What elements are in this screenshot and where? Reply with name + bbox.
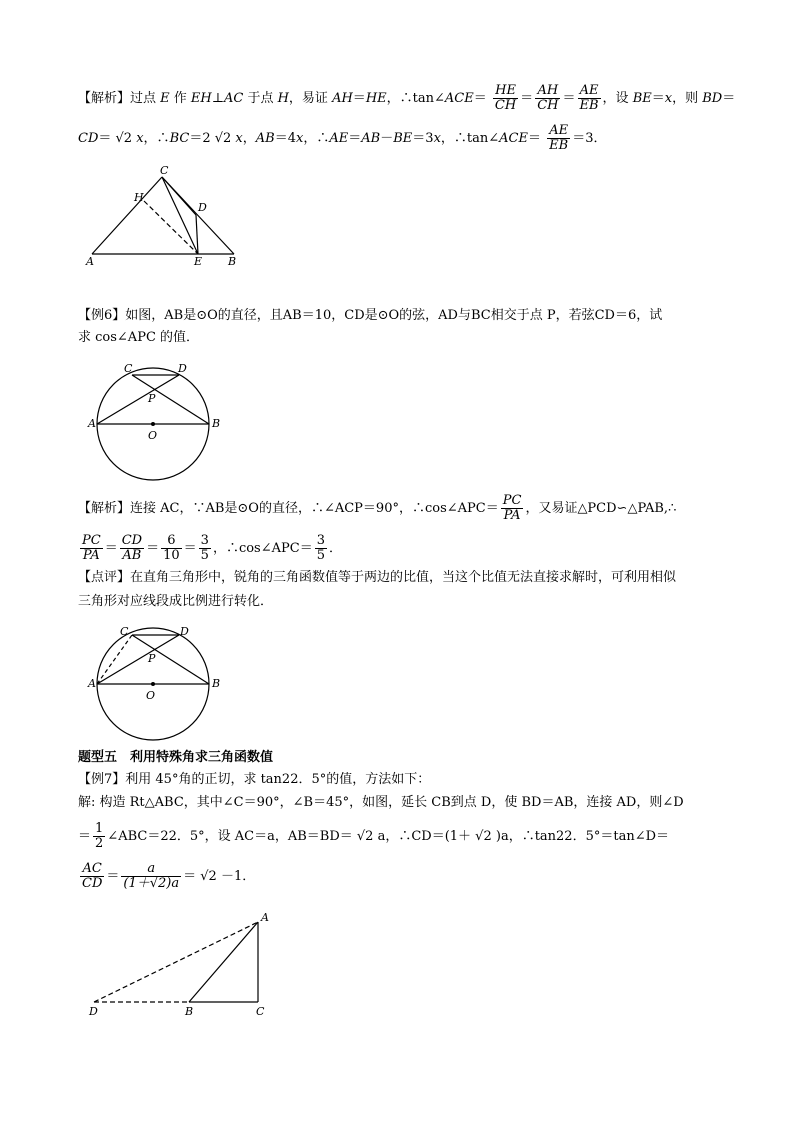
text: ＝ bbox=[104, 541, 118, 556]
text: 于点 bbox=[243, 91, 278, 106]
text: ＝ bbox=[473, 91, 487, 106]
label-b: B bbox=[212, 677, 221, 690]
segment-ad bbox=[97, 635, 179, 684]
text: ， bbox=[242, 131, 256, 146]
denominator: EB bbox=[579, 98, 599, 113]
text: ACE bbox=[499, 131, 528, 146]
text: ＝ √2 －1． bbox=[183, 869, 256, 884]
text: BC bbox=[169, 131, 190, 146]
text: H bbox=[277, 91, 289, 106]
numerator: AH bbox=[535, 84, 560, 99]
label-d: D bbox=[180, 625, 189, 638]
fraction-pc-pa bbox=[501, 494, 524, 523]
text: ＝ bbox=[352, 91, 366, 106]
fraction-a-expr bbox=[121, 862, 181, 891]
label-d: D bbox=[89, 1005, 98, 1018]
numerator: AC bbox=[80, 862, 104, 877]
figure-right-triangle bbox=[86, 908, 276, 1020]
denominator: 2 bbox=[95, 836, 104, 851]
text: ＝2 √2 bbox=[189, 131, 236, 146]
denominator: EB bbox=[549, 138, 569, 153]
numerator: CD bbox=[121, 533, 143, 548]
label-p: P bbox=[148, 392, 156, 405]
fraction-ah-ch bbox=[535, 84, 560, 113]
segment-ad bbox=[97, 375, 179, 424]
text: ＝ bbox=[722, 91, 736, 106]
figure-triangle-ace bbox=[80, 165, 250, 270]
denominator: (1＋√2)a bbox=[123, 876, 180, 891]
numerator: 3 bbox=[200, 533, 209, 548]
ex6-line2: 求 cos∠APC 的值． bbox=[78, 330, 200, 345]
label-b: B bbox=[228, 255, 237, 268]
text: ∠ABC＝22．5°，设 AC＝a，AB＝BD＝ √2 a，∴CD＝(1＋ √2 )a，∴tan22．5°＝tan∠D＝ bbox=[107, 829, 670, 844]
text: AB bbox=[255, 131, 275, 146]
text: ＝ bbox=[527, 131, 541, 146]
text: ． bbox=[329, 541, 343, 556]
segment-de bbox=[196, 215, 198, 254]
label-c: C bbox=[120, 625, 129, 638]
label-c: C bbox=[124, 362, 133, 375]
ex7-line4 bbox=[78, 862, 255, 891]
text: ，∴tan∠ bbox=[386, 91, 445, 106]
label-o: O bbox=[148, 429, 158, 442]
text: ＝3 bbox=[412, 131, 434, 146]
text: ，∴ bbox=[303, 131, 330, 146]
segment-cb bbox=[132, 375, 209, 424]
ex6-solution-line1 bbox=[78, 494, 676, 523]
label-o: O bbox=[146, 689, 156, 702]
text: 【解析】过点 bbox=[78, 91, 161, 106]
segment-cd bbox=[162, 177, 196, 215]
text: ＝ bbox=[106, 869, 120, 884]
text: ＝ bbox=[348, 131, 362, 146]
text: BD bbox=[702, 91, 723, 106]
figure-circle-1 bbox=[88, 360, 223, 478]
text: E bbox=[160, 91, 170, 106]
numerator: 1 bbox=[95, 821, 104, 836]
fraction-ae-eb bbox=[578, 84, 601, 113]
text: ＝4 bbox=[274, 131, 296, 146]
text: AH bbox=[332, 91, 353, 106]
numerator: PC bbox=[82, 533, 101, 548]
ex6-solution-line2 bbox=[78, 534, 342, 563]
text: ，又易证△PCD∽△PAB,∴ bbox=[525, 501, 677, 516]
text: BE bbox=[393, 131, 413, 146]
ex7-line1: 【例7】利用 45°角的正切，求 tan22．5°的值，方法如下： bbox=[78, 772, 431, 787]
label-c: C bbox=[256, 1005, 265, 1018]
denominator: 10 bbox=[163, 548, 180, 563]
ex5-solution-line1: 【解析】过点 E 作 EH⊥AC 于点 H，易证 AH＝HE，∴tan∠ACE＝ $\frac{HE}{CH}$ ＝ $\frac{AH}{CH}$ ＝ $\frac{AE}{EB}$ ，设 BE＝x，则 BD＝ bbox=[78, 83, 736, 113]
text: x bbox=[136, 131, 144, 146]
label-d: D bbox=[178, 362, 187, 375]
segment-cb bbox=[132, 635, 209, 684]
text: AB bbox=[361, 131, 381, 146]
text: ，∴cos∠APC＝ bbox=[212, 541, 313, 556]
ex7-line3 bbox=[78, 822, 669, 851]
numerator: a bbox=[121, 862, 181, 877]
denominator: PA bbox=[503, 508, 521, 523]
ex7-line2: 解: 构造 Rt△ABC，其中∠C＝90°，∠B＝45°，如图，延长 CB到点 D，使 BD＝AB，连接 AD，则∠D bbox=[78, 795, 684, 810]
text: HE bbox=[365, 91, 387, 106]
label-p: P bbox=[148, 652, 156, 665]
denominator: CD bbox=[82, 876, 103, 891]
denominator: AB bbox=[122, 548, 142, 563]
text: ＝ bbox=[183, 541, 197, 556]
text: BE bbox=[632, 91, 652, 106]
numerator: 3 bbox=[316, 533, 325, 548]
comment-line2: 三角形对应线段成比例进行转化． bbox=[78, 594, 274, 609]
text: CD bbox=[78, 131, 99, 146]
denominator: CH bbox=[537, 98, 559, 113]
text: ＝3． bbox=[572, 131, 607, 146]
text: AE bbox=[329, 131, 349, 146]
label-a: A bbox=[88, 677, 96, 690]
denominator: 5 bbox=[316, 548, 325, 563]
fraction-ac-cd bbox=[80, 862, 104, 891]
text: ，易证 bbox=[288, 91, 333, 106]
fraction-3-5-result bbox=[315, 534, 327, 563]
segment-ab bbox=[189, 922, 258, 1002]
denominator: PA bbox=[82, 548, 100, 563]
numerator: AE bbox=[547, 124, 570, 139]
denominator: CH bbox=[494, 98, 517, 113]
text: x bbox=[433, 131, 441, 146]
numerator: PC bbox=[502, 493, 522, 508]
text: － bbox=[380, 131, 394, 146]
text: ＝ bbox=[78, 829, 92, 844]
text: ACE bbox=[444, 91, 474, 106]
text: EH bbox=[190, 91, 212, 106]
fraction-he-ch bbox=[493, 84, 518, 113]
text: x bbox=[235, 131, 243, 146]
text: ⊥ bbox=[211, 91, 224, 106]
text: x bbox=[296, 131, 304, 146]
ex5-solution-line2 bbox=[78, 124, 606, 153]
segment-ce bbox=[162, 177, 198, 254]
text: AC bbox=[223, 91, 244, 106]
figure-circle-2 bbox=[88, 622, 223, 740]
text: ＝ bbox=[146, 541, 160, 556]
text: ，则 bbox=[672, 91, 703, 106]
section-title-type5: 题型五 利用特殊角求三角函数值 bbox=[78, 750, 274, 765]
center-dot bbox=[151, 682, 155, 686]
text: ，∴ bbox=[143, 131, 170, 146]
label-b: B bbox=[212, 417, 221, 430]
ex6-line1: 【例6】如图，AB是⊙O的直径，且AB＝10，CD是⊙O的弦，AD与BC相交于点 P，若弦CD＝6，试 bbox=[78, 308, 663, 323]
text: ，∴tan∠ bbox=[440, 131, 500, 146]
label-h: H bbox=[134, 191, 144, 204]
fraction-pc-pa-2 bbox=[80, 534, 103, 563]
label-a: A bbox=[88, 417, 96, 430]
text: x bbox=[664, 91, 673, 106]
segment-da-dashed bbox=[94, 922, 258, 1002]
text: 作 bbox=[169, 91, 191, 106]
label-a: A bbox=[86, 255, 94, 268]
label-c: C bbox=[160, 164, 169, 177]
fraction-ae-eb-2 bbox=[547, 124, 570, 153]
text: ＝ √2 bbox=[98, 131, 137, 146]
center-dot bbox=[151, 422, 155, 426]
numerator: AE bbox=[578, 84, 601, 99]
label-a: A bbox=[261, 911, 269, 924]
fraction-cd-ab bbox=[120, 534, 144, 563]
numerator: HE bbox=[493, 84, 518, 99]
comment-line1: 【点评】在直角三角形中，锐角的三角函数值等于两边的比值，当这个比值无法直接求解时，可利用相似 bbox=[78, 570, 677, 585]
label-d: D bbox=[198, 201, 207, 214]
fraction-6-10 bbox=[161, 534, 182, 563]
text: ，设 bbox=[602, 91, 633, 106]
segment-ac bbox=[92, 177, 162, 254]
fraction-1-2 bbox=[93, 822, 105, 851]
text: 【解析】连接 AC，∵AB是⊙O的直径，∴∠ACP＝90°，∴cos∠APC＝ bbox=[78, 501, 499, 516]
text: ＝ bbox=[651, 91, 665, 106]
label-b: B bbox=[185, 1005, 194, 1018]
label-e: E bbox=[194, 255, 203, 268]
denominator: 5 bbox=[200, 548, 209, 563]
numerator: 6 bbox=[161, 534, 182, 549]
fraction-3-5 bbox=[199, 534, 211, 563]
